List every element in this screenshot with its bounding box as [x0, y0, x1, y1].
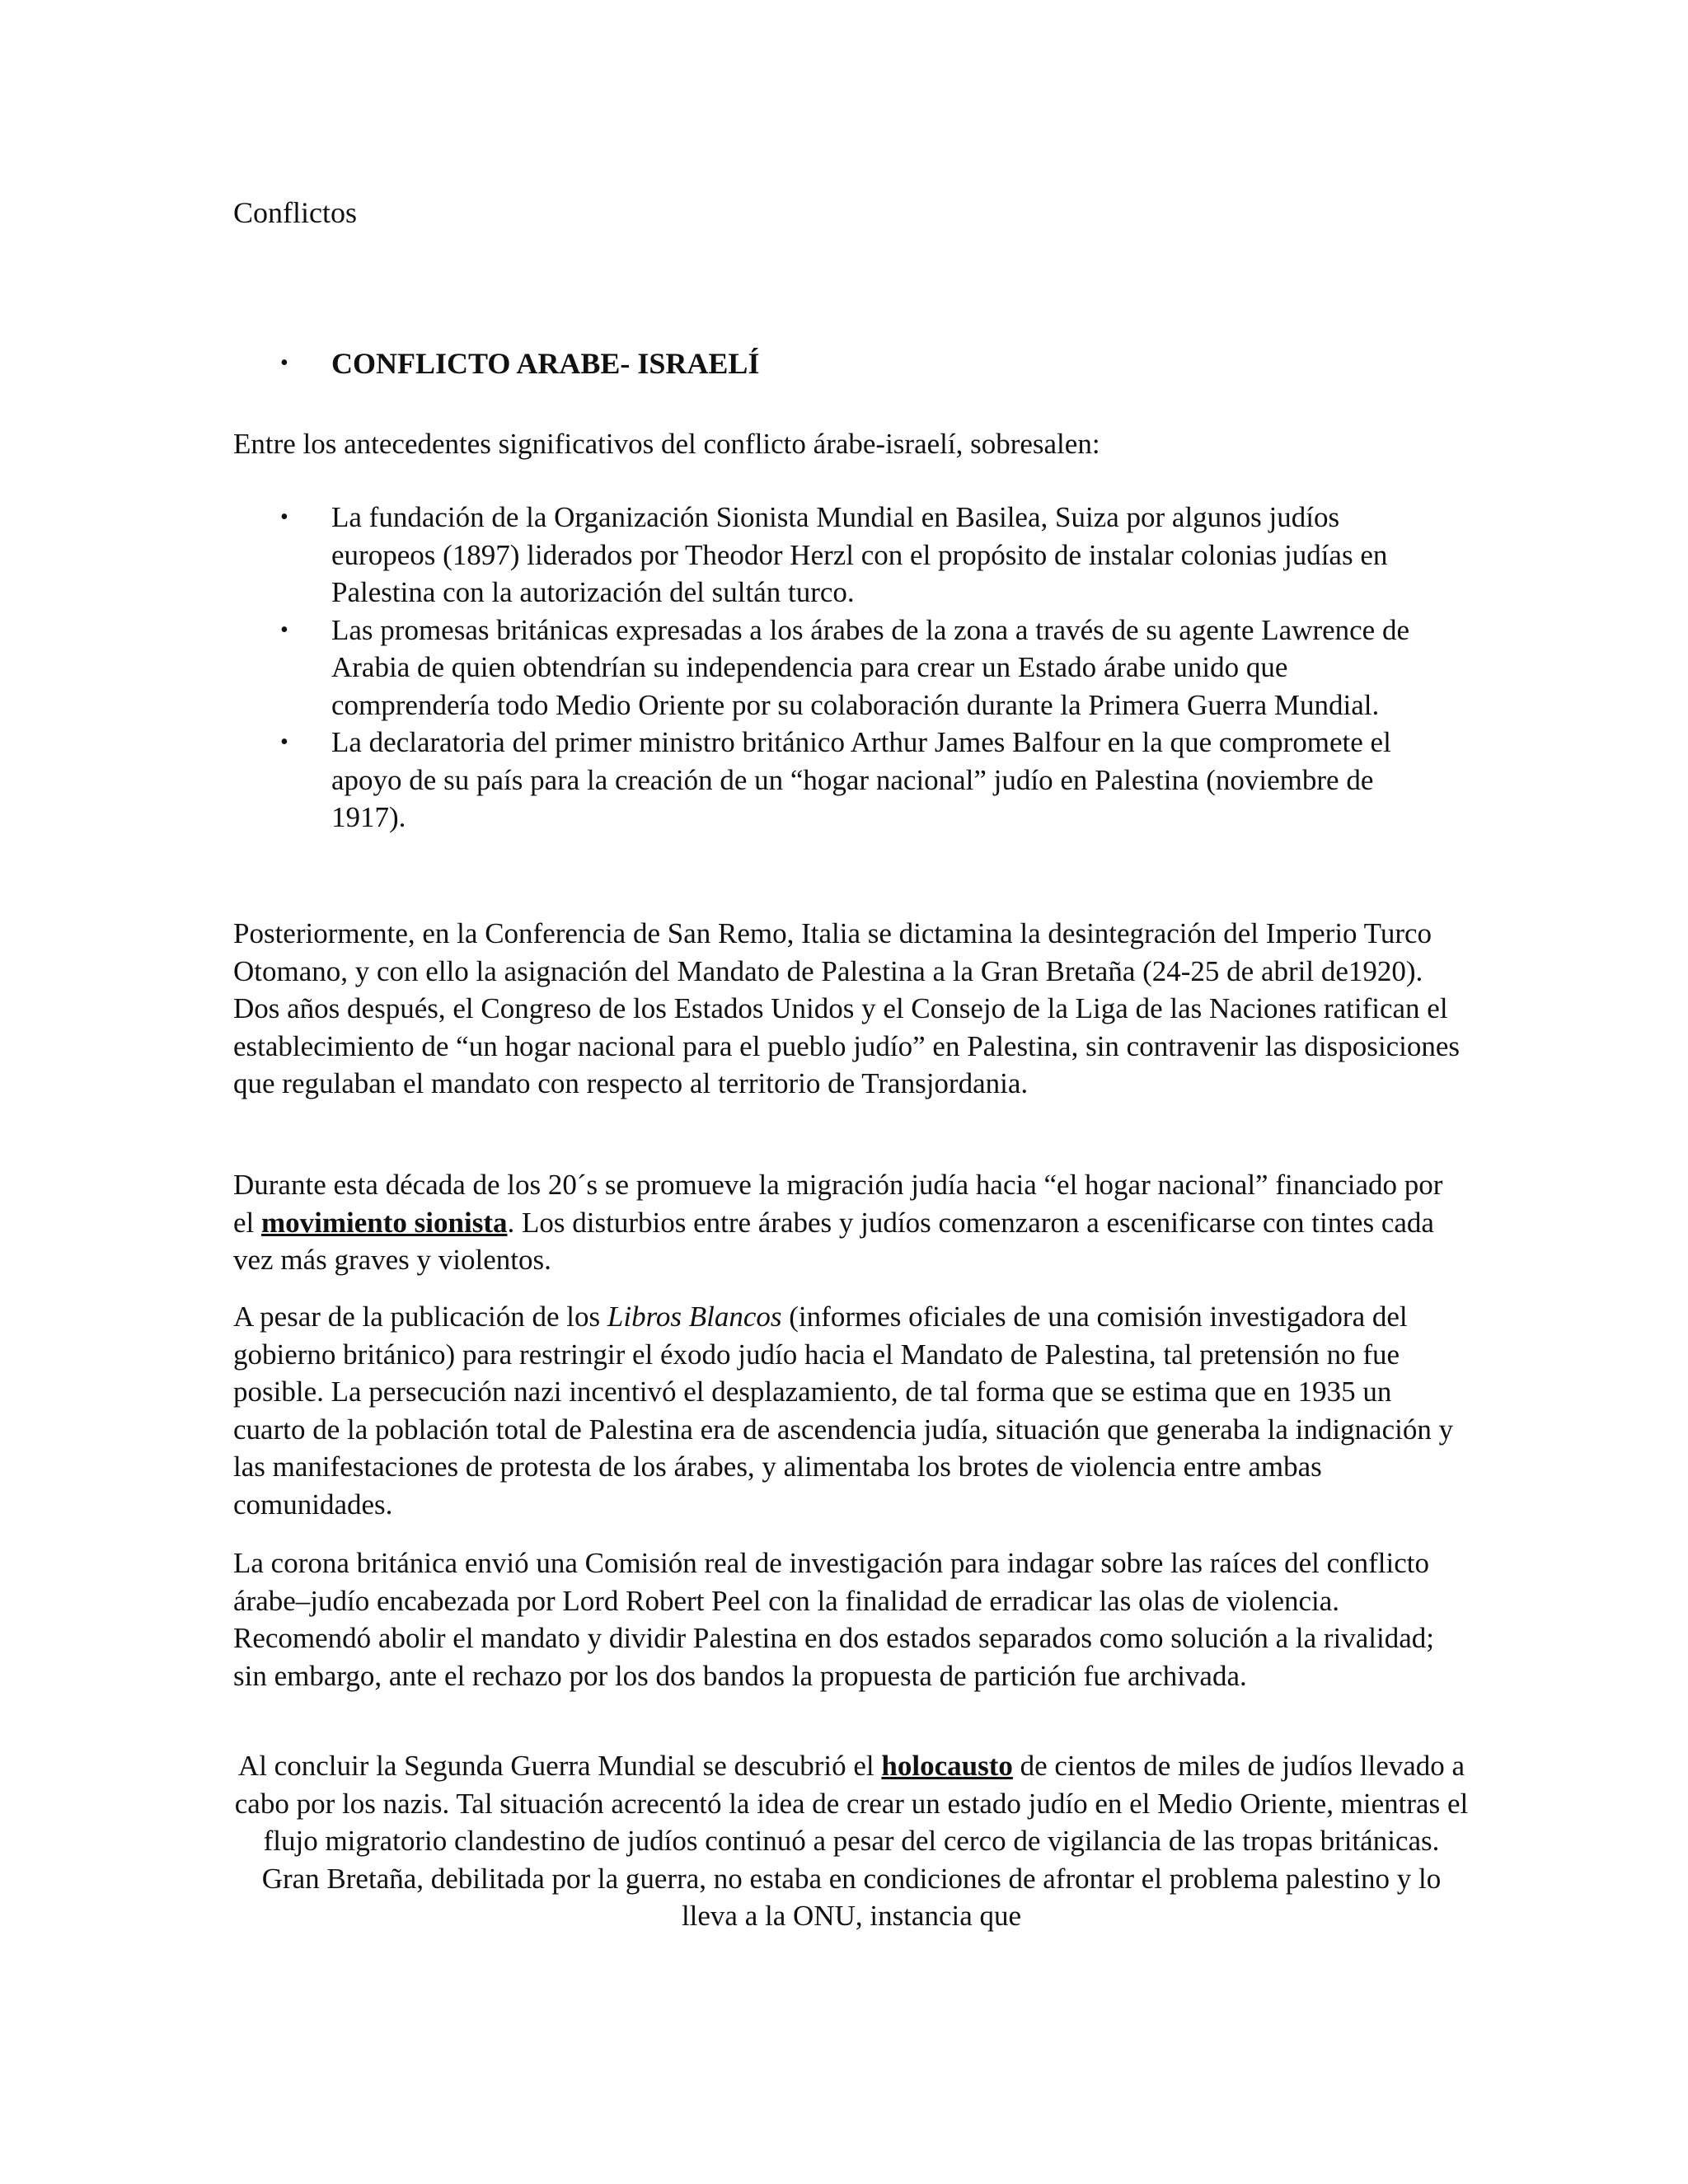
list-item [280, 724, 1451, 837]
holocausto-link[interactable]: holocausto [881, 1750, 1013, 1782]
paragraph-text: Durante esta década de los 20´s se promueve la migración judía hacia “el hogar nacional” financiado por el [233, 1169, 1443, 1239]
paragraph-text: A pesar de la publicación de los [233, 1301, 607, 1333]
document-title: Conflictos [233, 196, 357, 229]
list-item-text: Las promesas británicas expresadas a los árabes de la zona a través de su agente Lawrence de Arabia de quien obtendrían su independencia para crear un Estado árabe unido que comprendería todo Medio Oriente por su colaboración durante la Primera Guerra Mundial. [331, 613, 1410, 721]
list-item-text: La declaratoria del primer ministro británico Arthur James Balfour en la que compromete el apoyo de su país para la creación de un “hogar nacional” judío en Palestina (noviembre de 1917). [331, 726, 1391, 833]
bullet-icon: • [280, 616, 288, 643]
libros-blancos-text: Libros Blancos [607, 1301, 782, 1333]
section-heading [280, 344, 759, 382]
movimiento-sionista-link[interactable]: movimiento sionista [261, 1206, 508, 1239]
list-item [280, 612, 1451, 724]
paragraph-holocaust [233, 1747, 1470, 1935]
bullet-icon: • [280, 729, 288, 755]
list-item [280, 499, 1451, 612]
paragraph-text: (informes oficiales de una comisión investigadora del gobierno británico) para restringir el éxodo judío hacia el Mandato de Palestina, tal pretensión no fue posible. La persecución nazi incentivó el desplazamiento, de tal forma que se estima que en 1935 un cuarto de la población total de Palestina era de ascendencia judía, situación que generaba la indignación y las manifestaciones de protesta de los árabes, y alimentaba los brotes de violencia entre ambas comunidades. [233, 1301, 1454, 1521]
paragraph-peel-commission: La corona británica envió una Comisión real de investigación para indagar sobre las raíces del conflicto árabe–judío encabezada por Lord Robert Peel con la finalidad de erradicar las olas de violencia. Recomendó abolir el mandato y dividir Palestina en dos estados separados como solución a la rivalidad; sin embargo, ante el rechazo por los dos bandos la propuesta de partición fue archivada. [233, 1547, 1434, 1692]
bullet-icon: • [280, 504, 288, 530]
antecedents-list [280, 499, 1451, 837]
intro-paragraph: Entre los antecedentes significativos del conflicto árabe-israelí, sobresalen: [233, 428, 1100, 460]
paragraph-white-papers [233, 1298, 1470, 1523]
paragraph-text: . Los disturbios entre árabes y judíos comenzaron a escenificarse con tintes cada vez más graves y violentos. [233, 1206, 1434, 1276]
paragraph-san-remo: Posteriormente, en la Conferencia de San Remo, Italia se dictamina la desintegración del Imperio Turco Otomano, y con ello la asignación del Mandato de Palestina a la Gran Bretaña (24-25 de abril de1920). Dos años después, el Congreso de los Estados Unidos y el Consejo de la Liga de las Naciones ratifican el establecimiento de “un hogar nacional para el pueblo judío” en Palestina, sin contravenir las disposiciones que regulaban el mandato con respecto al territorio de Transjordania. [233, 917, 1461, 1099]
paragraph-migration [233, 1166, 1470, 1279]
paragraph-text: Al concluir la Segunda Guerra Mundial se descubrió el [237, 1750, 882, 1782]
paragraph-text: de cientos de miles de judíos llevado a cabo por los nazis. Tal situación acrecentó la idea de crear un estado judío en el Medio Oriente, mientras el flujo migratorio clandestino de judíos continuó a pesar del cerco de vigilancia de las tropas británicas. Gran Bretaña, debilitada por la guerra, no estaba en condiciones de afrontar el problema palestino y lo lleva a la ONU, instancia que [234, 1750, 1469, 1932]
section-heading-text: CONFLICTO ARABE- ISRAELÍ [331, 347, 760, 380]
bullet-icon: • [280, 350, 288, 376]
list-item-text: La fundación de la Organización Sionista Mundial en Basilea, Suiza por algunos judíos europeos (1897) liderados por Theodor Herzl con el propósito de instalar colonias judías en Palestina con la autorización del sultán turco. [331, 501, 1388, 608]
